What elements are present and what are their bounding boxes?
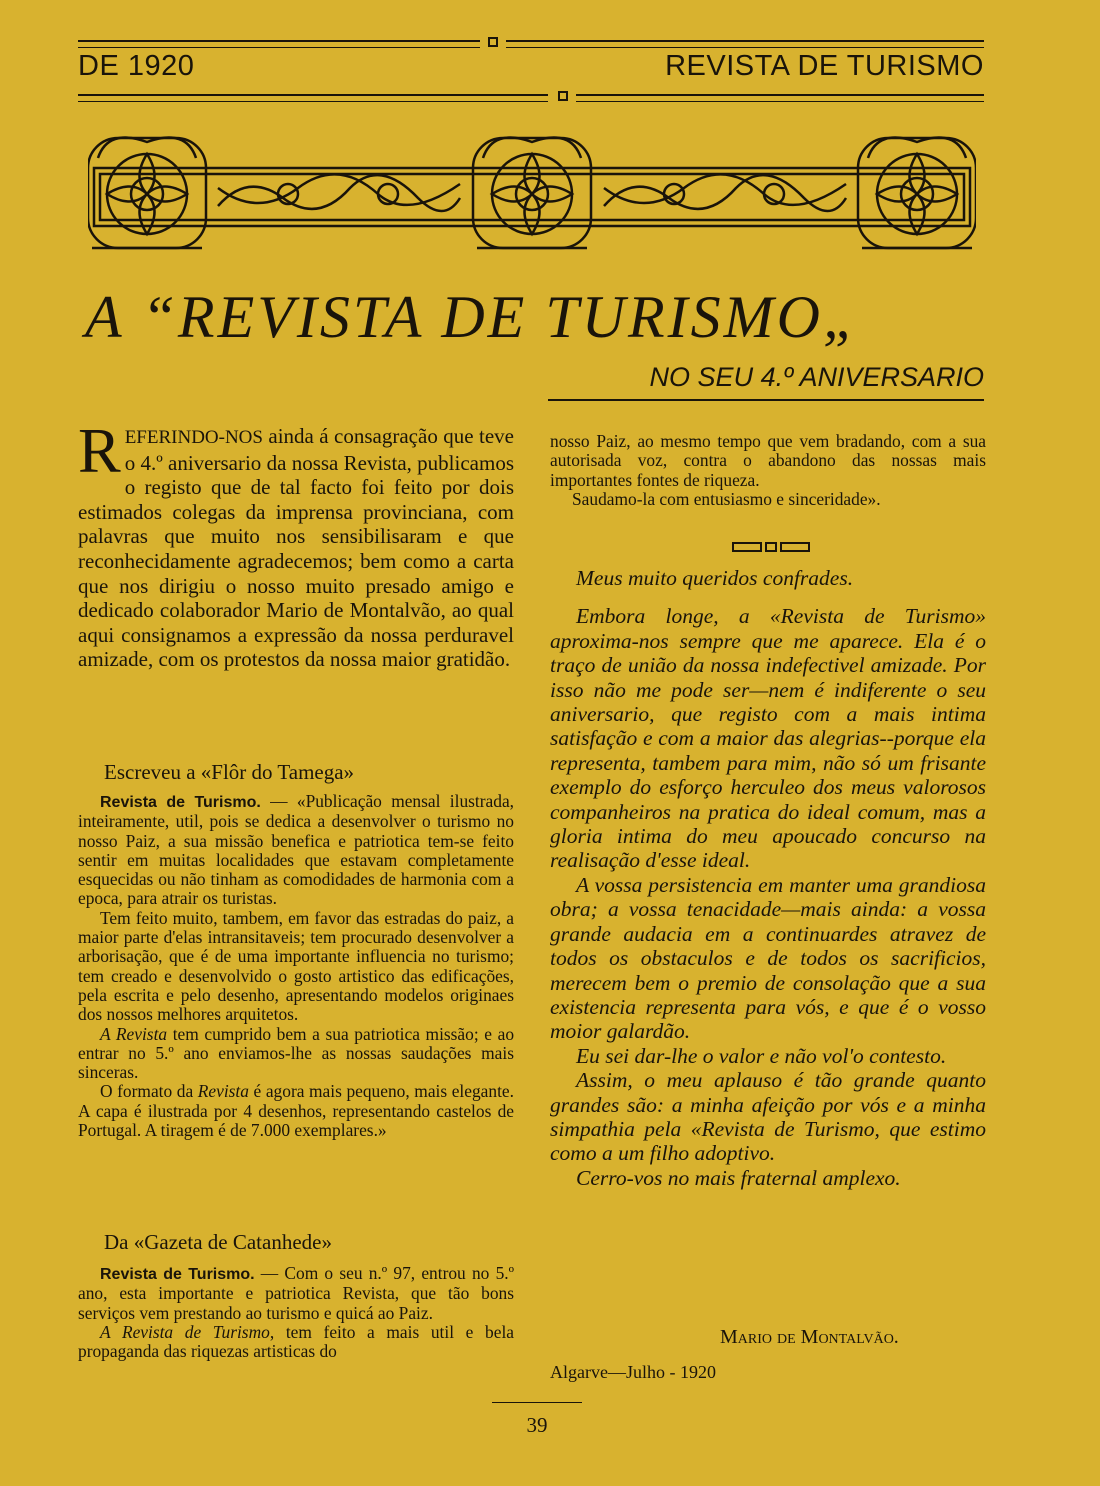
section-divider-ornament (732, 540, 810, 554)
header-right-text: REVISTA DE TURISMO (665, 50, 984, 82)
intro-smallcaps: EFERINDO-NOS (124, 427, 263, 448)
header-rule-bottom-right (576, 94, 984, 102)
letter-salutation: Meus muito queridos confrades. (576, 566, 854, 590)
source-heading-flor-do-tamega: Escreveu a «Flôr do Tamega» (104, 760, 355, 784)
article-lead: Revista de Turismo. (100, 794, 261, 811)
letter-paragraph: Eu sei dar-lhe o valor e não vol'o contesto. (576, 1043, 947, 1068)
article-flor-do-tamega (78, 792, 514, 1140)
page-number: 39 (492, 1402, 582, 1438)
article-italic: A Revista (100, 1023, 168, 1044)
page-title: A “REVISTA DE TURISMO„ (85, 284, 860, 350)
header-square-ornament-2 (558, 91, 568, 101)
decorative-ornament-band (88, 128, 976, 258)
article-text: , tem feito a mais util e bela propaganda das riquezas artisticas do (78, 1321, 514, 1362)
source-heading-gazeta-de-catanhede: Da «Gazeta de Catanhede» (104, 1230, 332, 1254)
letter-signature: Mario de Montalvão. (720, 1326, 899, 1348)
article-italic: Revista (197, 1081, 249, 1102)
letter-paragraph: A vossa persistencia em manter uma grandiosa obra; a vossa tenacidade—mais ainda: a vossa grande audacia em a continuardes atravez de todos os obstaculos e de todos os sacrificios, merecem bem o premio de consolação que a sua existencia representa para vós, e que é o vosso moior galardão. (550, 872, 986, 1044)
article-text: O formato da (100, 1081, 198, 1102)
header-rule-top-left (78, 40, 480, 48)
montalvao-letter (550, 566, 986, 1190)
header-square-ornament (488, 37, 498, 47)
header-rule-bottom-left (78, 94, 548, 102)
article-lead: Revista de Turismo. (100, 1266, 255, 1283)
letter-paragraph: Assim, o meu aplauso é tão grande quanto grandes são: a minha afeição por vós e a minha simpathia pela «Revista de Turismo, que estimo como a um filho adoptivo. (550, 1068, 986, 1166)
article-italic: A Revista de Turismo (100, 1321, 270, 1342)
article-text: é agora mais pequeno, mais elegante. A capa é ilustrada por 4 desenhos, representando castelos de Portugal. A tiragem é de 7.000 exemplares.» (78, 1081, 514, 1141)
header-left-text: DE 1920 (78, 50, 195, 82)
intro-text: ainda á consagração que teve o 4.º aniversario da nossa Revista, publicamos o registo que de tal facto foi feito por dois estimados colegas da imprensa provinciana, com palavras que muito nos sensibilisaram e que reconhecidamente agradecemos; bem como a carta que nos dirigiu o nosso muito presado amigo e dedicado colaborador Mario de Montalvão, ao qual aqui consignamos a expressão da nossa perduravel amizade, com os protestos da nossa maior gratidão. (78, 424, 514, 672)
page-subtitle: NO SEU 4.º ANIVERSARIO (548, 362, 984, 401)
article-gazeta-de-catanhede (78, 1264, 514, 1361)
article-text: — «Publicação mensal ilustrada, inteiramente, util, pois se dedica a desenvolver o turismo no nosso Paiz, a sua missão benefica e patriotica tem-se feito sentir em muitas localidades que estavam completamente esquecidas ou não tinham as comodidades de harmonia com a epoca, para atrair os turistas. (78, 791, 515, 909)
article-continuation (550, 432, 986, 509)
letter-paragraph: Embora longe, a «Revista de Turismo» aproxima-nos sempre que me aparece. Ela é o traço de união da nossa indefectivel amizade. Por isso não me pode ser—nem é indiferente o seu aniversario, que registo com a mais intima satisfação e com a maior das alegrias--porque ela representa, tambem para mim, não só um frisante exemplo do esforço herculeo dos meus valorosos companheiros na pratica do ideal comum, mas a gloria intima do meu apoucado concurso na realisação d'esse ideal. (550, 604, 986, 873)
letter-place-date: Algarve—Julho - 1920 (550, 1362, 716, 1382)
article-closing: Saudamo-la com entusiasmo e sinceridade». (572, 488, 881, 509)
header-rule-top-right (506, 40, 984, 48)
article-text: nosso Paiz, ao mesmo tempo que vem bradando, com a sua autorisada voz, contra o abandono das nossas mais importantes fontes de riqueza. (550, 431, 986, 490)
drop-cap: R (78, 415, 121, 486)
article-text: tem cumprido bem a sua patriotica missão; e ao entrar no 5.º ano enviamos-lhe as nossas saudações mais sinceras. (78, 1023, 515, 1083)
article-text: Tem feito muito, tambem, em favor das estradas do paiz, a maior parte d'elas intransitaveis; tem procurado desenvolver a arborisação, que é de uma importante influencia no turismo; tem creado e desenvolvido o gosto artistico das edificações, pela escrita e pelo desenho, apresentando modelos originaes dos nossos melhores arquitetos. (78, 907, 514, 1025)
intro-paragraph (78, 415, 514, 672)
article-text: — Com o seu n.º 97, entrou no 5.º ano, esta importante e patriotica Revista, que tão bons serviços vem prestando ao turismo e quicá ao Paiz. (78, 1263, 514, 1323)
letter-paragraph: Cerro-vos no mais fraternal amplexo. (576, 1165, 901, 1190)
